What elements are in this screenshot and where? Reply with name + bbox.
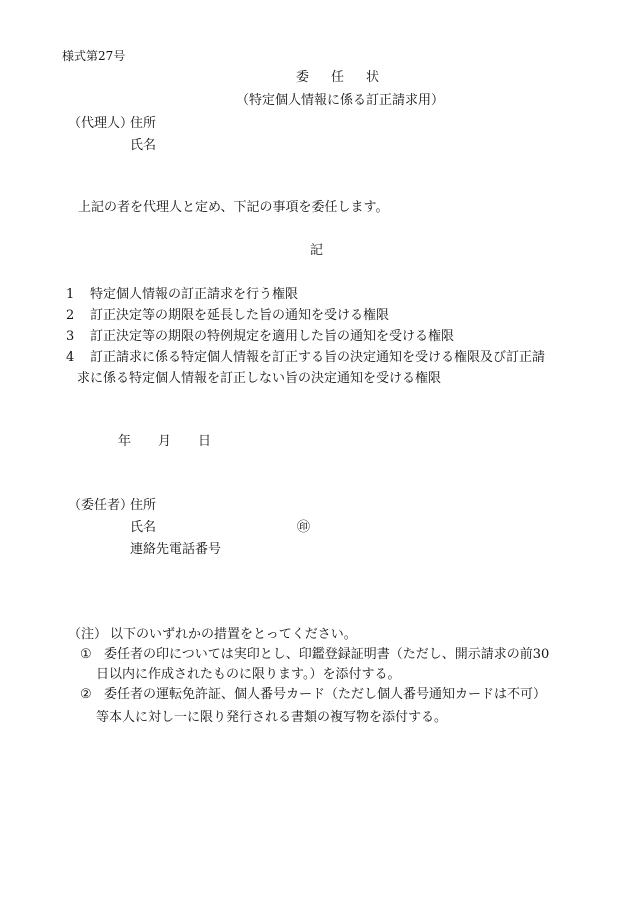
item-text: 特定個人情報の訂正請求を行う権限 (90, 287, 299, 302)
date-month: 月 (158, 434, 172, 449)
item-text: 訂正決定等の期限を延長した旨の通知を受ける権限 (90, 308, 390, 323)
item-3 (66, 330, 454, 343)
note-item-2-continued: 等本人に対し一に限り発行される書類の複写物を添付する。 (96, 710, 448, 725)
item-number: 4 (66, 350, 75, 365)
date-year: 年 (118, 434, 132, 449)
item-text: 訂正決定等の期限の特例規定を適用した旨の通知を受ける権限 (90, 329, 455, 344)
seal-mark: ㊞ (297, 520, 311, 535)
statement: 上記の者を代理人と定め、下記の事項を委任します。 (78, 200, 389, 215)
note-intro: 以下のいずれかの措置をとってください。 (110, 627, 357, 642)
ki-heading: 記 (310, 243, 324, 258)
note-item-number: ② (80, 687, 92, 702)
item-4 (66, 351, 545, 364)
form-number: 様式第27号 (62, 49, 126, 63)
note-item-2 (80, 688, 546, 701)
principal-name-label: 氏名 (130, 520, 157, 535)
note-item-1-continued: 日以内に作成されたものに限ります。）を添付する。 (96, 667, 401, 682)
date-day: 日 (198, 434, 212, 449)
item-2 (66, 309, 389, 322)
item-number: 3 (66, 329, 75, 344)
item-number: 1 (66, 287, 75, 302)
item-4-continued: 求に係る特定個人情報を訂正しない旨の決定通知を受ける権限 (77, 371, 442, 386)
note-item-1 (80, 648, 549, 661)
item-1 (66, 288, 298, 301)
page-subtitle: （特定個人情報に係る訂正請求用） (236, 93, 445, 108)
agent-address-label: 住所 (130, 116, 157, 131)
note-label: （注） (68, 627, 108, 642)
note-item-text: 委任者の印については実印とし、印鑑登録証明書（ただし、開示請求の前30 (104, 647, 550, 662)
page-title: 委任状 (296, 70, 402, 85)
item-number: 2 (66, 308, 75, 323)
agent-label: （代理人） (68, 116, 134, 131)
principal-label: （委任者） (68, 498, 134, 513)
agent-name-label: 氏名 (130, 138, 157, 153)
item-text: 訂正請求に係る特定個人情報を訂正する旨の決定通知を受ける権限及び訂正請 (90, 350, 546, 365)
principal-phone-label: 連絡先電話番号 (130, 542, 222, 557)
note-item-number: ① (80, 647, 92, 662)
principal-address-label: 住所 (130, 498, 157, 513)
note-item-text: 委任者の運転免許証、個人番号カード（ただし個人番号通知カードは不可） (104, 687, 547, 702)
